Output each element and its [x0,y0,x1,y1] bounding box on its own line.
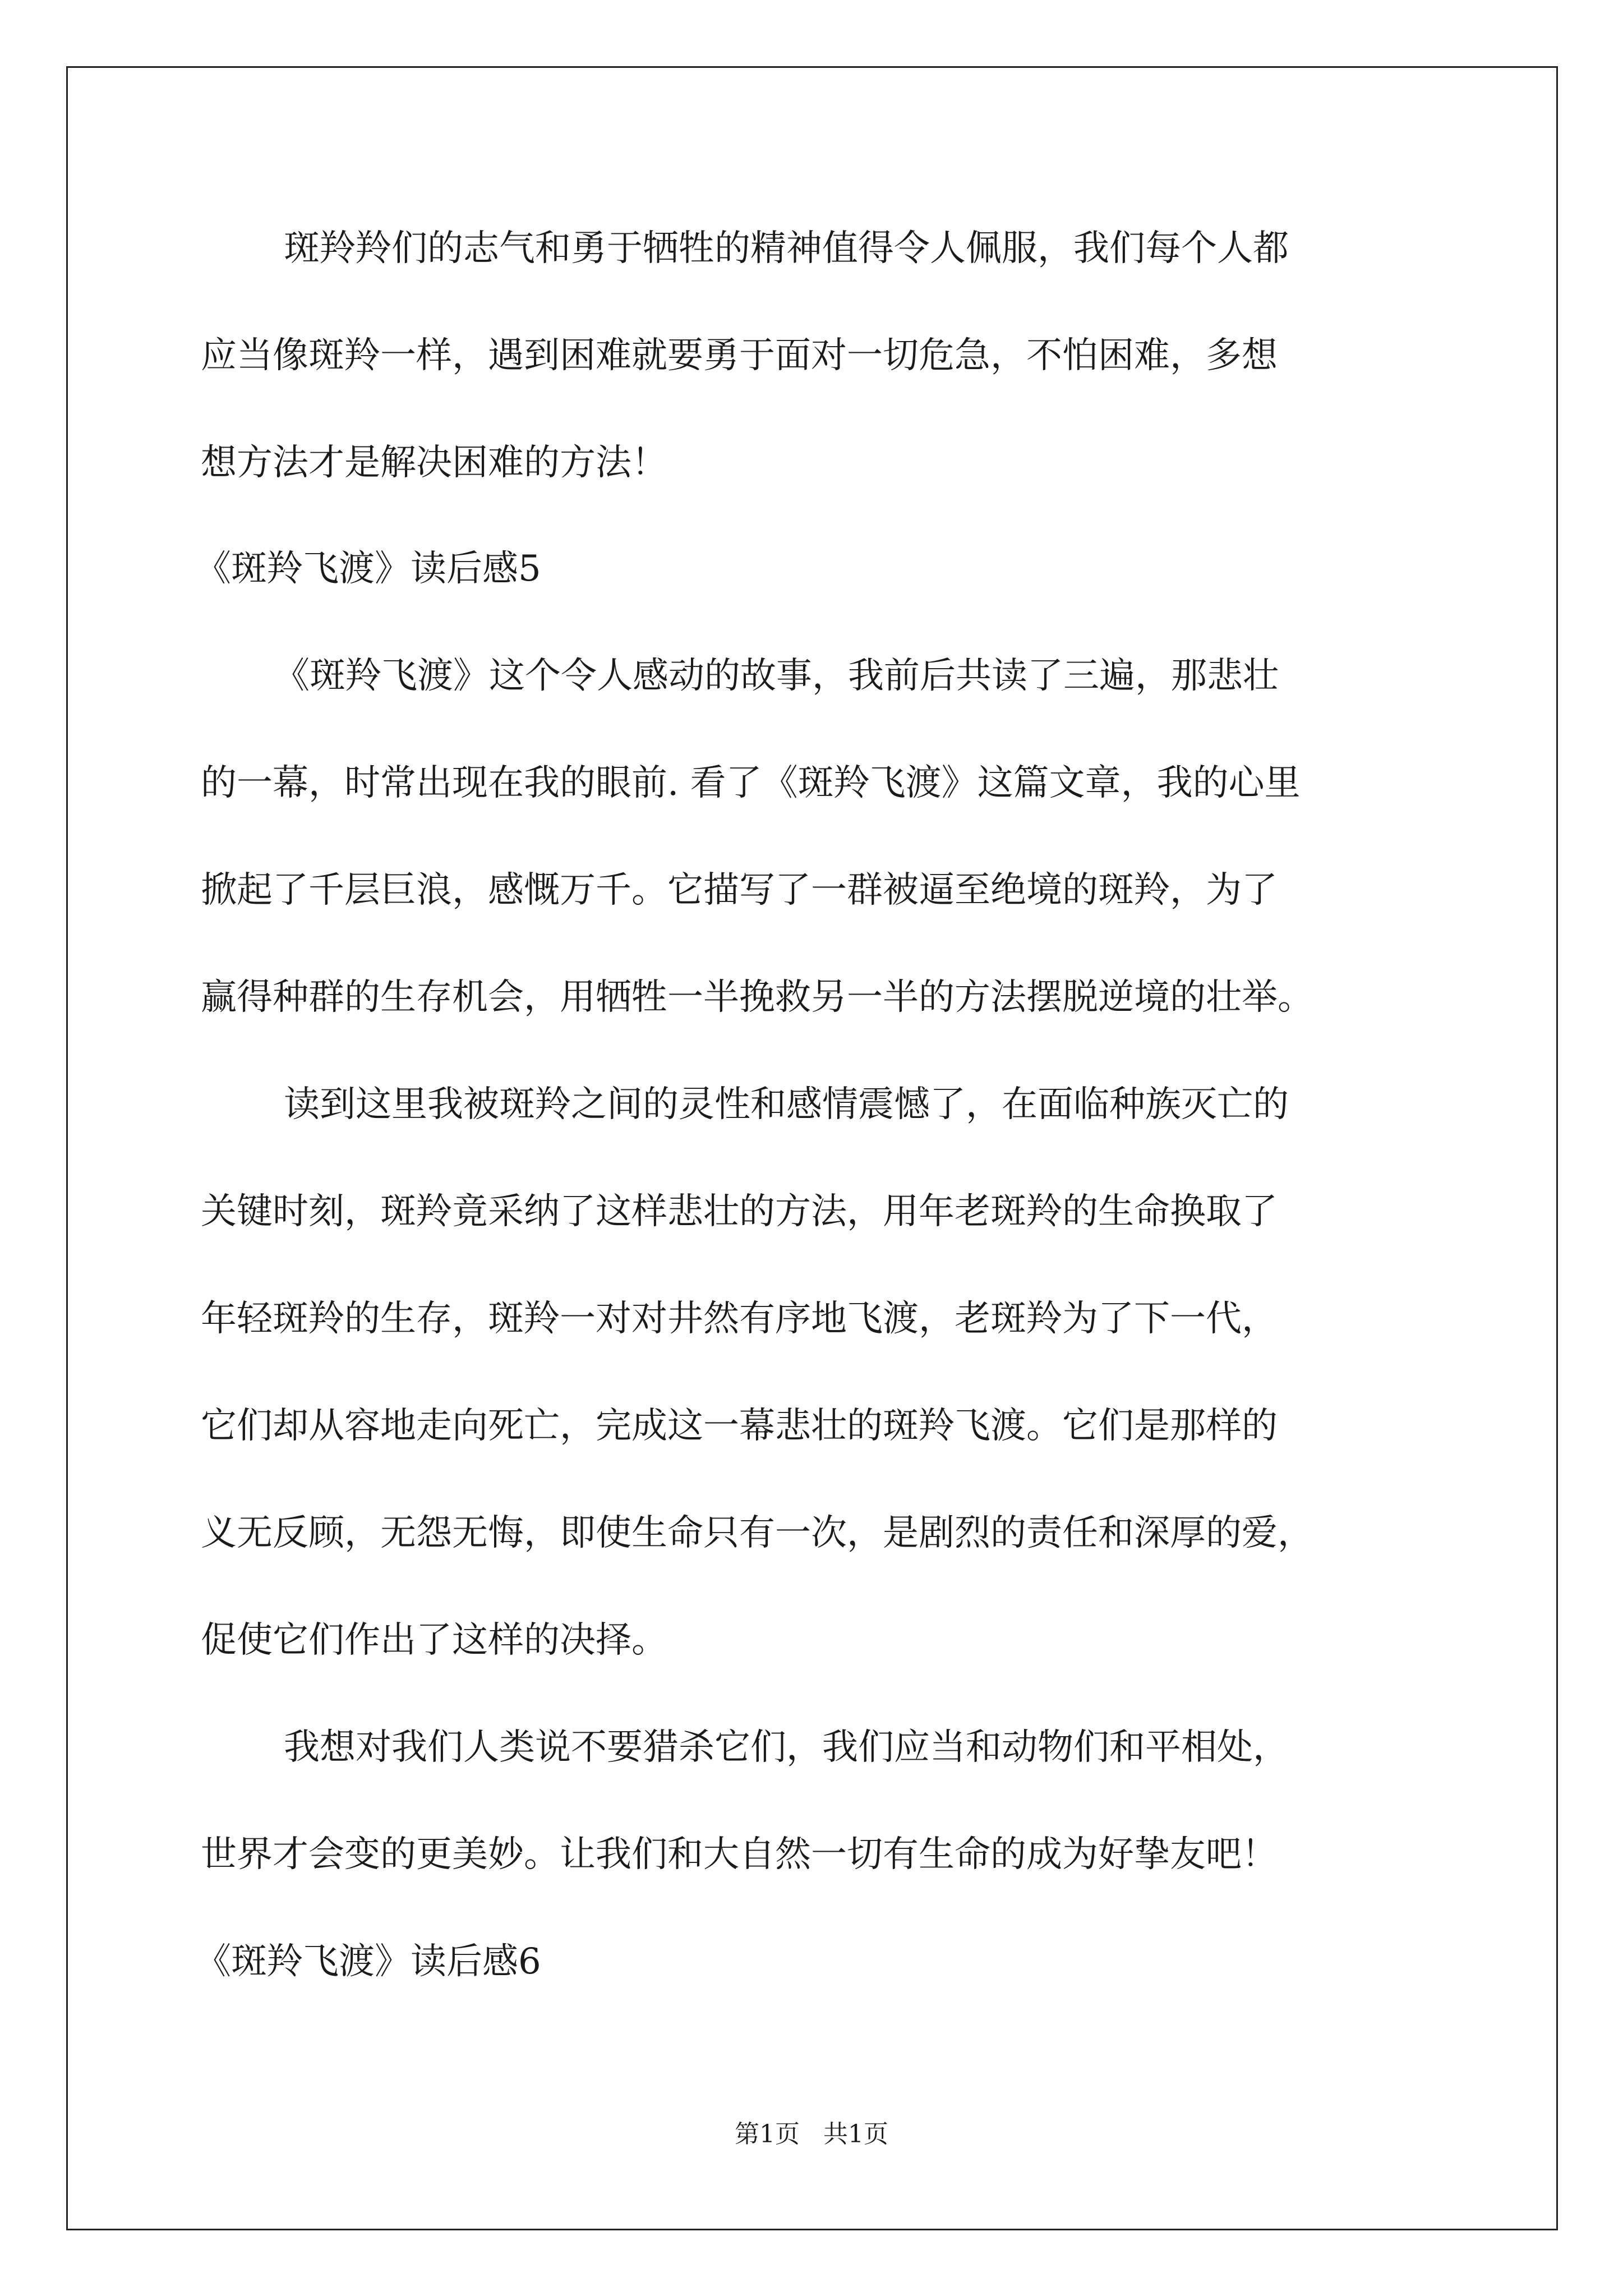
paragraph-3-line-2: 关键时刻，斑羚竟采纳了这样悲壮的方法，用年老斑羚的生命换取了 [201,1191,1278,1232]
paragraph-2-line-1: 《斑羚飞渡》这个令人感动的故事，我前后共读了三遍，那悲壮 [274,655,1279,697]
paragraph-1-line-2: 应当像斑羚一样，遇到困难就要勇于面对一切危急，不怕困难，多想 [201,335,1278,376]
paragraph-3-line-1: 读到这里我被斑羚之间的灵性和感情震憾了，在面临种族灭亡的 [284,1084,1289,1125]
paragraph-1-line-1: 斑羚羚们的志气和勇于牺牲的精神值得令人佩服，我们每个人都 [284,228,1289,269]
paragraph-3-line-3: 年轻斑羚的生存，斑羚一对对井然有序地飞渡，老斑羚为了下一代， [201,1298,1278,1340]
paragraph-2-line-4: 赢得种群的生存机会，用牺牲一半挽救另一半的方法摆脱逆境的壮举。 [201,977,1313,1018]
paragraph-3-line-4: 它们却从容地走向死亡，完成这一幕悲壮的斑羚飞渡。它们是那样的 [201,1405,1278,1447]
paragraph-4-line-1: 我想对我们人类说不要猎杀它们，我们应当和动物们和平相处， [284,1727,1289,1768]
section-heading-5: 《斑羚飞渡》读后感5 [195,548,541,590]
paragraph-2-line-2: 的一幕，时常出现在我的眼前. 看了《斑羚飞渡》这篇文章，我的心里 [201,762,1301,804]
paragraph-3-line-6: 促使它们作出了这样的决择。 [201,1619,667,1661]
paragraph-2-line-3: 掀起了千层巨浪，感慨万千。它描写了一群被逼至绝境的斑羚，为了 [201,869,1278,911]
paragraph-1-line-3: 想方法才是解决困难的方法！ [201,442,667,484]
page-number-footer: 第1页 共1页 [735,2120,888,2148]
page-border [66,66,1558,2230]
paragraph-4-line-2: 世界才会变的更美妙。让我们和大自然一切有生命的成为好挚友吧！ [201,1834,1278,1875]
section-heading-6: 《斑羚飞渡》读后感6 [195,1941,541,1982]
paragraph-3-line-5: 义无反顾，无怨无悔，即使生命只有一次，是剧烈的责任和深厚的爱， [201,1512,1313,1554]
